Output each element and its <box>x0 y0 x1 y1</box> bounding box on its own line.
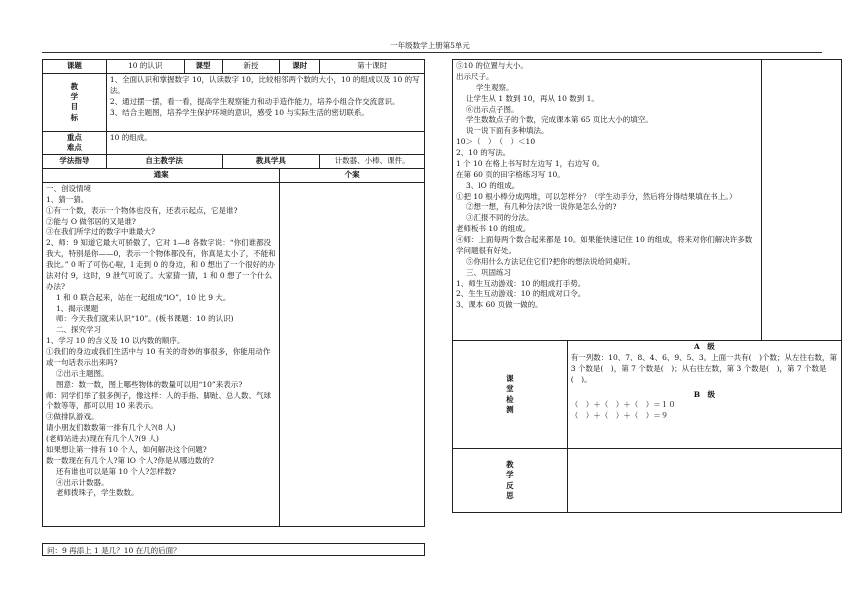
goals-content <box>106 73 424 131</box>
content-line: ⑤你用什么方法记住它们?把你的想法说给同桌听。 <box>466 256 636 266</box>
content-line: 3、lO 的组成。 <box>466 180 520 190</box>
content-line: 3、课本 60 页做一做的。 <box>456 300 543 310</box>
content-line: ①把 10 根小棒分成两堆，可以怎样分？（学生动手分，然后将分得结果填在书上。） <box>456 191 737 201</box>
level-a-text: 有一列数：10、7、8、4、6、9、5、3。上面一共有( )个数；从左往右数，第 3 个数是( )，第 7 个数是( )；从右往左数，第 3 个数是( )，第 7 个数是( )。 <box>570 352 838 384</box>
content-line: 2、10 的写法。 <box>456 148 511 157</box>
common-plan-content <box>43 182 280 526</box>
content-line: ④师：上面每两个数合起来都是 10。如果能快速记住 10 的组成，将来对你们解决许多数学问题很有好处。 <box>456 235 753 255</box>
content-line: ②出示主题图。 <box>56 368 109 378</box>
tools-value: 计数器、小棒、课件。 <box>320 155 425 169</box>
content-line: 学生观察。 <box>476 82 514 92</box>
content-line: 还有谁也可以是第 10 个人?怎样数? <box>56 466 176 476</box>
reflection-content <box>567 449 841 513</box>
method-label: 学法指导 <box>43 155 107 169</box>
content-line: 1 个 10 在格上书写时左边写 1，右边写 0。 <box>456 158 605 168</box>
content-line: 师：今天我们就来认识“10”。(板书课题：10 的认识) <box>56 314 234 324</box>
check-label: 课 堂 检 测 <box>453 341 568 449</box>
lesson-plan-table <box>42 59 425 527</box>
content-line: 出示尺子。 <box>456 71 494 81</box>
period-value: 第十课时 <box>320 60 425 74</box>
content-line: 数一数现在有几个人?第 lO 个人?你是从哪边数的? <box>46 455 214 465</box>
level-b-line: （ ）＋（ ）＋（ ）＝１０ <box>570 400 676 410</box>
content-line: ⑥出示点子图。 <box>466 104 519 114</box>
type-label: 课型 <box>184 60 222 74</box>
content-line: 1 和 0 联合起来，站在一起组成“lO”，10 比 9 大。 <box>56 292 231 302</box>
individual-column-header: 个案 <box>280 169 425 183</box>
goal-line: 2、通过摆一摆，看一看，提高学生观察能力和动手造作能力，培养小组合作交流意识。 <box>109 96 400 106</box>
topic-value: 10 的认识 <box>106 60 184 74</box>
content-line: 说一说下面有多种填法。 <box>466 126 549 136</box>
content-line: ③在我们所学过的数字中谁最大? <box>46 227 156 237</box>
content-line: ①有一个数，表示一个物体也没有，还表示起点，它是谁? <box>46 205 238 215</box>
check-content <box>567 341 841 449</box>
content-line: ③汇报不同的分法。 <box>466 213 534 223</box>
content-line: 图意：数一数，图上哪些物体的数量可以用“10”来表示? <box>56 379 243 389</box>
goals-label: 教 学 目 标 <box>43 73 107 131</box>
keypoints-label: 重点 难点 <box>43 131 107 154</box>
content-line: 2、师：9 知道它最大可骄傲了，它对 1—8 各数字说：“你们谁都没我大，特别是你——0，表示一个物体都没有，你真是太小了，不能和我比。” 0 听了可伤心啦，I 走到 0 的身边，和 0 想出了一个很好的办法对付 9，这时，9 泄气可说了。大家猜一猜，1 和 0 想了一个什么办法? <box>46 238 276 291</box>
level-a-title: A 级 <box>693 342 715 351</box>
content-line: 一、创设情境 <box>46 183 91 193</box>
method-value: 自主教学法 <box>106 155 222 169</box>
type-value: 新授 <box>222 60 280 74</box>
goal-line: 3、结合主题图，培养学生保护环境的意识，感受 10 与实际生活的密切联系。 <box>109 107 369 117</box>
level-b-title: B 级 <box>693 389 716 399</box>
page-header: 一年级数学上册第5单元 <box>390 41 470 50</box>
content-line: ④出示计数器。 <box>56 477 109 487</box>
reflection-label: 教 学 反 思 <box>453 449 568 513</box>
level-b-line: （ ）＋（ ）＋（ ）＝９ <box>570 411 669 421</box>
content-line: 2、生生互动游戏：10 的组成对口令。 <box>456 289 586 299</box>
period-label: 课时 <box>280 60 320 74</box>
content-line: 师：同学们举了很多例子，像这样：人的手指、脚趾、总人数、气球个数等等，都可以用 10 来表示。 <box>46 390 271 411</box>
content-line: 1、学习 10 的含义及 10 以内数的顺序。 <box>46 336 185 346</box>
continued-individual-content <box>762 60 842 341</box>
content-line: 二、探究学习 <box>56 325 101 335</box>
content-line: 1、师生互动游戏：10 的组成打手势。 <box>456 278 586 288</box>
content-line: 让学生从 1 数到 10，再从 10 数到 1。 <box>466 93 599 103</box>
lesson-plan-table-continued <box>452 59 842 513</box>
tools-label: 教具学具 <box>222 155 320 169</box>
content-line: 老师拨珠子，学生数数。 <box>56 488 139 498</box>
continued-plan-content <box>453 60 762 341</box>
content-line: ②想一想，有几种分法?说一说你是怎么分的? <box>466 202 617 212</box>
content-line: 在第 60 页的田字格练习写 10。 <box>456 169 565 179</box>
content-line: 如果想让第一排有 10 个人，如何解决这个问题? <box>46 444 207 454</box>
content-line: 老师板书 10 的组成。 <box>456 224 531 234</box>
topic-label: 课题 <box>43 60 107 74</box>
content-line: 学生数数点子的个数，完成课本第 65 页比大小的填空。 <box>466 115 653 125</box>
bottom-note: 问：9 再添上 1 是几？10 在几的后面？ <box>42 543 425 556</box>
content-line: 1、猜一猜。 <box>46 194 89 204</box>
content-line: 三、巩固练习 <box>466 267 511 277</box>
header-rule <box>42 52 822 53</box>
goal-line: 1、全面认识和掌握数字 10，认读数字 10，比较相邻两个数的大小，10 的组成以及 10 的写法。 <box>109 74 420 95</box>
common-column-header: 通案 <box>43 169 280 183</box>
content-line: ③做排队游戏。 <box>46 412 99 422</box>
content-line: ⑤10 的位置与大小。 <box>456 61 528 70</box>
content-line: 请小朋友们数数第一排有几个人?(8 人) <box>46 423 176 433</box>
content-line: ②能与 O 做邻居的又是谁? <box>46 216 136 226</box>
content-line: ①我们的身边或我们生活中与 10 有关的奇妙的事很多，你能用动作或一句话表示出来吗? <box>46 347 271 367</box>
content-line: 1、揭示课题 <box>56 303 99 313</box>
content-line: (老师站进去)现在有几个人?(9 人) <box>46 434 159 443</box>
content-line: 10＞（ ） （ ）＜10 <box>456 137 536 147</box>
individual-plan-content <box>280 182 425 526</box>
keypoints-value: 10 的组成。 <box>106 131 424 154</box>
